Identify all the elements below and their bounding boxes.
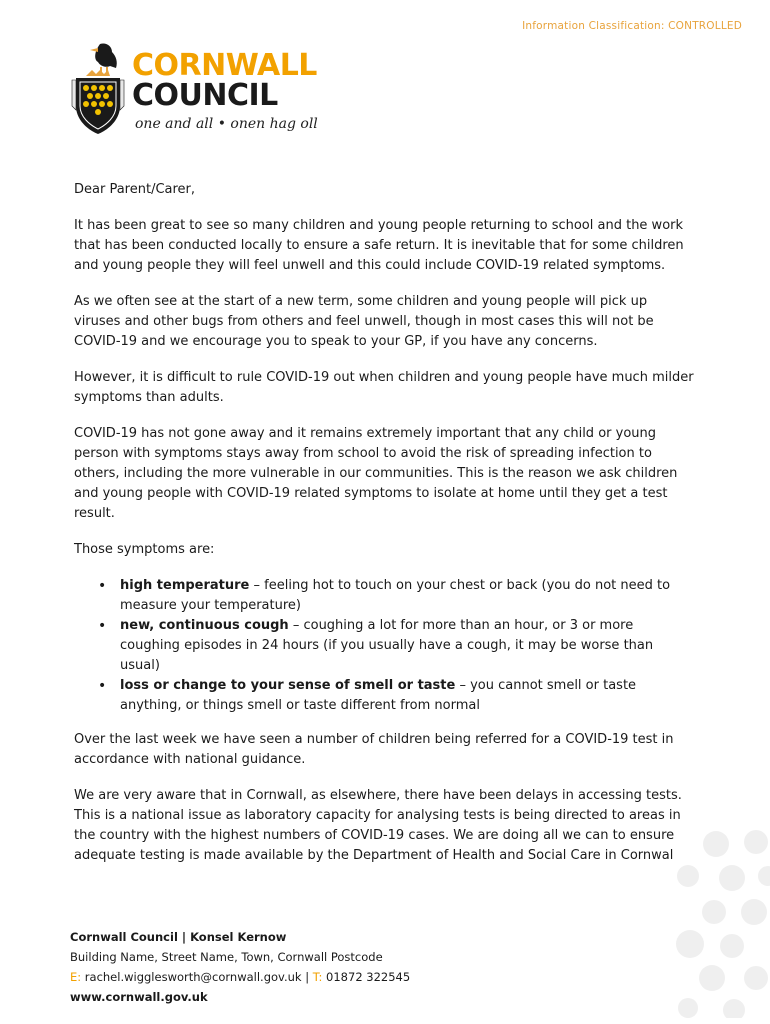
phone-number: 01872 322545 [322, 970, 411, 984]
symptom-desc: – coughing a lot for more than an hour, or 3 or more coughing episodes in 24 hours (if you usually have a cough, it may be worse than usual) [120, 618, 654, 673]
logo-motto: one and all • onen hag oll [135, 116, 318, 132]
cornwall-council-logo [70, 40, 340, 140]
footer-org: Cornwall Council | Konsel Kernow [70, 930, 287, 944]
symptom-list [74, 576, 694, 716]
paragraph-2: As we often see at the start of a new term, some children and young people will pick up viruses and other bugs from others and feel unwell, though in most cases this will not be COVID-19 and we encourage you to speak to your GP, if you have any concerns. [74, 294, 654, 349]
paragraph-6: Over the last week we have seen a number of children being referred for a COVID-19 test in accordance with national guidance. [74, 732, 674, 767]
paragraph-3: However, it is difficult to rule COVID-19 out when children and young people have much milder symptoms than adults. [74, 370, 694, 405]
paragraph-5: Those symptoms are: [74, 542, 215, 557]
symptom-term: loss or change to your sense of smell or taste [120, 678, 456, 693]
website-link[interactable]: www.cornwall.gov.uk [70, 990, 208, 1004]
list-item [120, 616, 694, 676]
logo-name-line1: CORNWALL [132, 48, 317, 83]
cornwall-crest-icon [70, 40, 126, 136]
decorative-dots-icon [660, 828, 770, 1018]
symptom-desc: – you cannot smell or taste anything, or things smell or taste different from normal [120, 678, 637, 713]
paragraph-7: We are very aware that in Cornwall, as elsewhere, there have been delays in accessing tests. This is a national issue as laboratory capacity for analysing tests is being directed to areas in the country with the highest numbers of COVID-19 cases. We are doing all we can to ensure adequate testing is made available by the Department of Health and Social Care in Cornwal [74, 788, 682, 863]
footer-contact [70, 967, 410, 987]
symptom-term: new, continuous cough [120, 618, 289, 633]
logo-name-line2: COUNCIL [132, 78, 278, 113]
footer-address: Building Name, Street Name, Town, Cornwall Postcode [70, 950, 383, 964]
list-item [120, 676, 694, 716]
phone-label: T: [312, 970, 323, 984]
list-item [120, 576, 694, 616]
letter-body [74, 180, 694, 882]
salutation: Dear Parent/Carer, [74, 182, 196, 197]
symptom-term: high temperature [120, 578, 250, 593]
symptom-desc: – feeling hot to touch on your chest or back (you do not need to measure your temperature) [120, 578, 671, 613]
footer [70, 927, 410, 1007]
paragraph-1: It has been great to see so many children and young people returning to school and the work that has been conducted locally to ensure a safe return. It is inevitable that for some children and young people they will feel unwell and this could include COVID-19 related symptoms. [74, 218, 684, 273]
email-link[interactable]: rachel.wigglesworth@cornwall.gov.uk | [81, 970, 313, 984]
classification-label: Information Classification: CONTROLLED [522, 20, 742, 32]
email-label: E: [70, 970, 82, 984]
paragraph-4: COVID-19 has not gone away and it remains extremely important that any child or young person with symptoms stays away from school to avoid the risk of spreading infection to others, including the more vulnerable in our communities. This is the reason we ask children and young people with COVID-19 related symptoms to isolate at home until they get a test result. [74, 426, 678, 521]
